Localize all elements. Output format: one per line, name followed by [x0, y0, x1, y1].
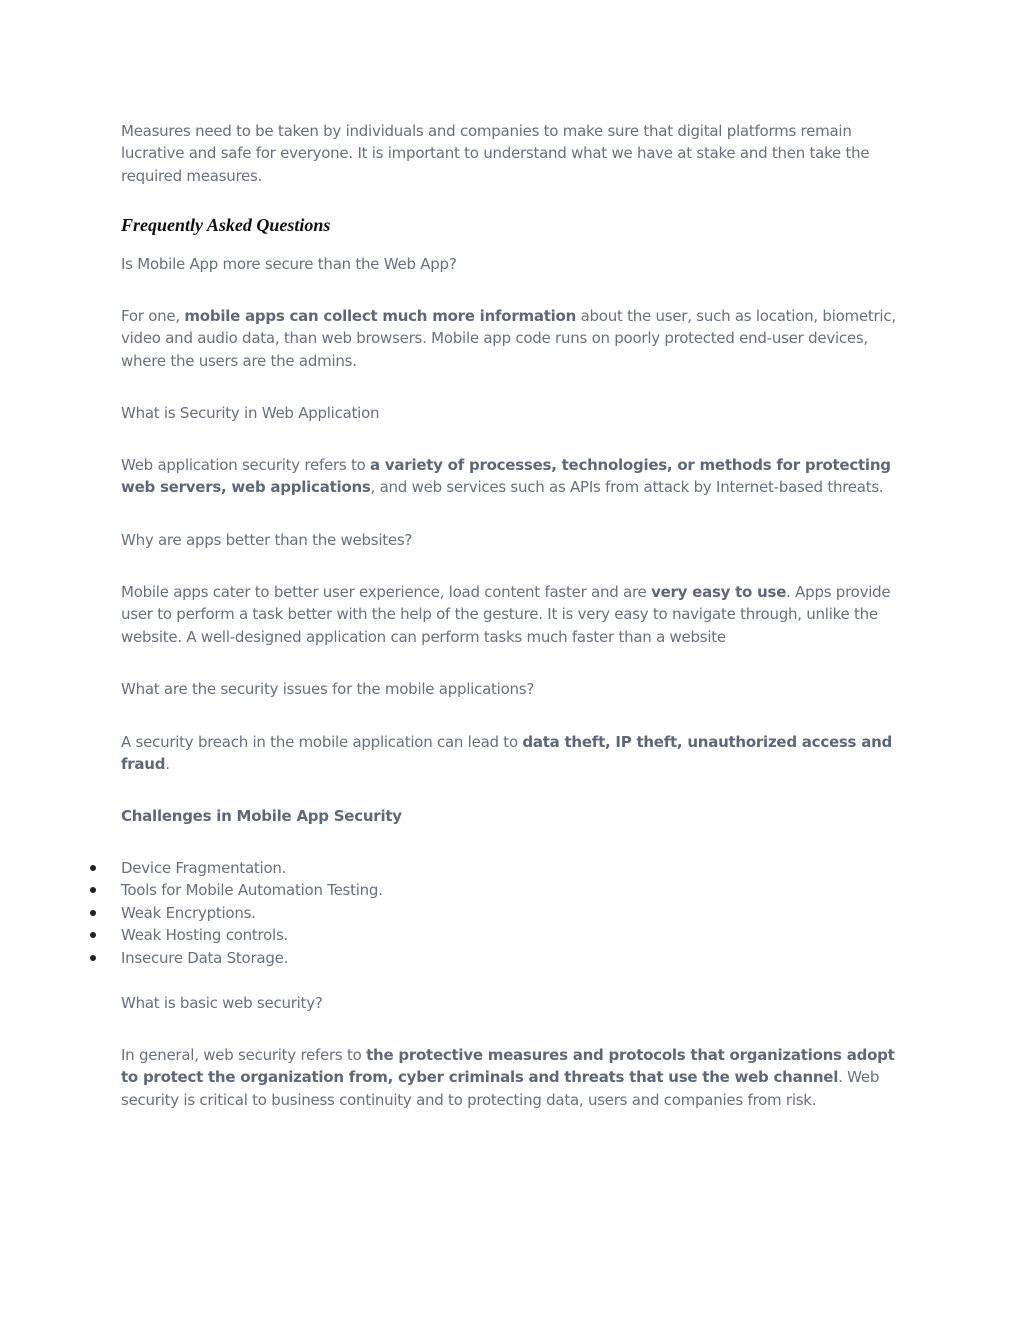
answer-5-before: In general, web security refers to	[121, 1046, 367, 1064]
list-item-label: Insecure Data Storage.	[121, 948, 289, 967]
question-4: What are the security issues for the mobile applications?	[121, 680, 535, 698]
question-1: Is Mobile App more secure than the Web App?	[121, 255, 457, 273]
answer-2-after: , and web services such as APIs from attack by Internet-based threats.	[370, 478, 884, 497]
answer-2-bold: a variety of processes, technologies, or methods for protecting web servers, web applications	[121, 456, 891, 497]
challenges-list	[86, 857, 383, 969]
answer-5-after: . Web security is critical to business continuity and to protecting data, users and companies from risk.	[121, 1068, 880, 1109]
answer-4-after: .	[165, 755, 170, 774]
bullet-icon	[90, 887, 96, 893]
question-2: What is Security in Web Application	[121, 404, 380, 422]
bullet-icon	[90, 955, 96, 961]
intro-paragraph	[121, 120, 911, 187]
answer-1	[121, 305, 911, 372]
list-item-label: Weak Encryptions.	[121, 903, 256, 922]
bullet-icon	[90, 932, 96, 938]
answer-5	[121, 1044, 911, 1111]
bullet-icon	[90, 910, 96, 916]
answer-3	[121, 581, 911, 648]
answer-4	[121, 731, 911, 776]
answer-4-bold: data theft, IP theft, unauthorized access and fraud	[121, 733, 892, 774]
answer-5-bold: the protective measures and protocols that organizations adopt to protect the organization from, cyber criminals and threats that use the web channel	[121, 1046, 895, 1087]
answer-3-before: Mobile apps cater to better user experience, load content faster and are	[121, 583, 652, 601]
answer-2-before: Web application security refers to	[121, 456, 371, 474]
intro-text: Measures need to be taken by individuals and companies to make sure that digital platforms remain lucrative and safe for everyone. It is important to understand what we have at stake and then take the required measures.	[121, 122, 870, 185]
answer-4-before: A security breach in the mobile application can lead to	[121, 733, 523, 751]
answer-1-bold: mobile apps can collect much more information	[184, 307, 577, 325]
answer-3-bold: very easy to use	[651, 583, 787, 601]
list-item	[86, 947, 383, 969]
list-item	[86, 857, 383, 879]
list-item-label: Device Fragmentation.	[121, 859, 287, 877]
answer-1-before: For one,	[121, 307, 185, 325]
answer-3-after: . Apps provide user to perform a task better with the help of the gesture. It is very easy to navigate through, unlike the website. A well-designed application can perform tasks much faster than a website	[121, 583, 891, 646]
list-item-label: Tools for Mobile Automation Testing.	[121, 881, 383, 900]
answer-2	[121, 454, 911, 499]
faq-heading: Frequently Asked Questions	[121, 215, 331, 235]
question-5: What is basic web security?	[121, 994, 323, 1012]
list-item	[86, 924, 383, 946]
challenges-heading: Challenges in Mobile App Security	[121, 807, 402, 825]
bullet-icon	[90, 865, 96, 871]
answer-1-after: about the user, such as location, biometric, video and audio data, than web browsers. Mobile app code runs on poorly protected end-user devices, where the users are the admins.	[121, 307, 896, 370]
list-item	[86, 902, 383, 924]
list-item	[86, 879, 383, 901]
list-item-label: Weak Hosting controls.	[121, 926, 289, 945]
question-3: Why are apps better than the websites?	[121, 531, 413, 549]
